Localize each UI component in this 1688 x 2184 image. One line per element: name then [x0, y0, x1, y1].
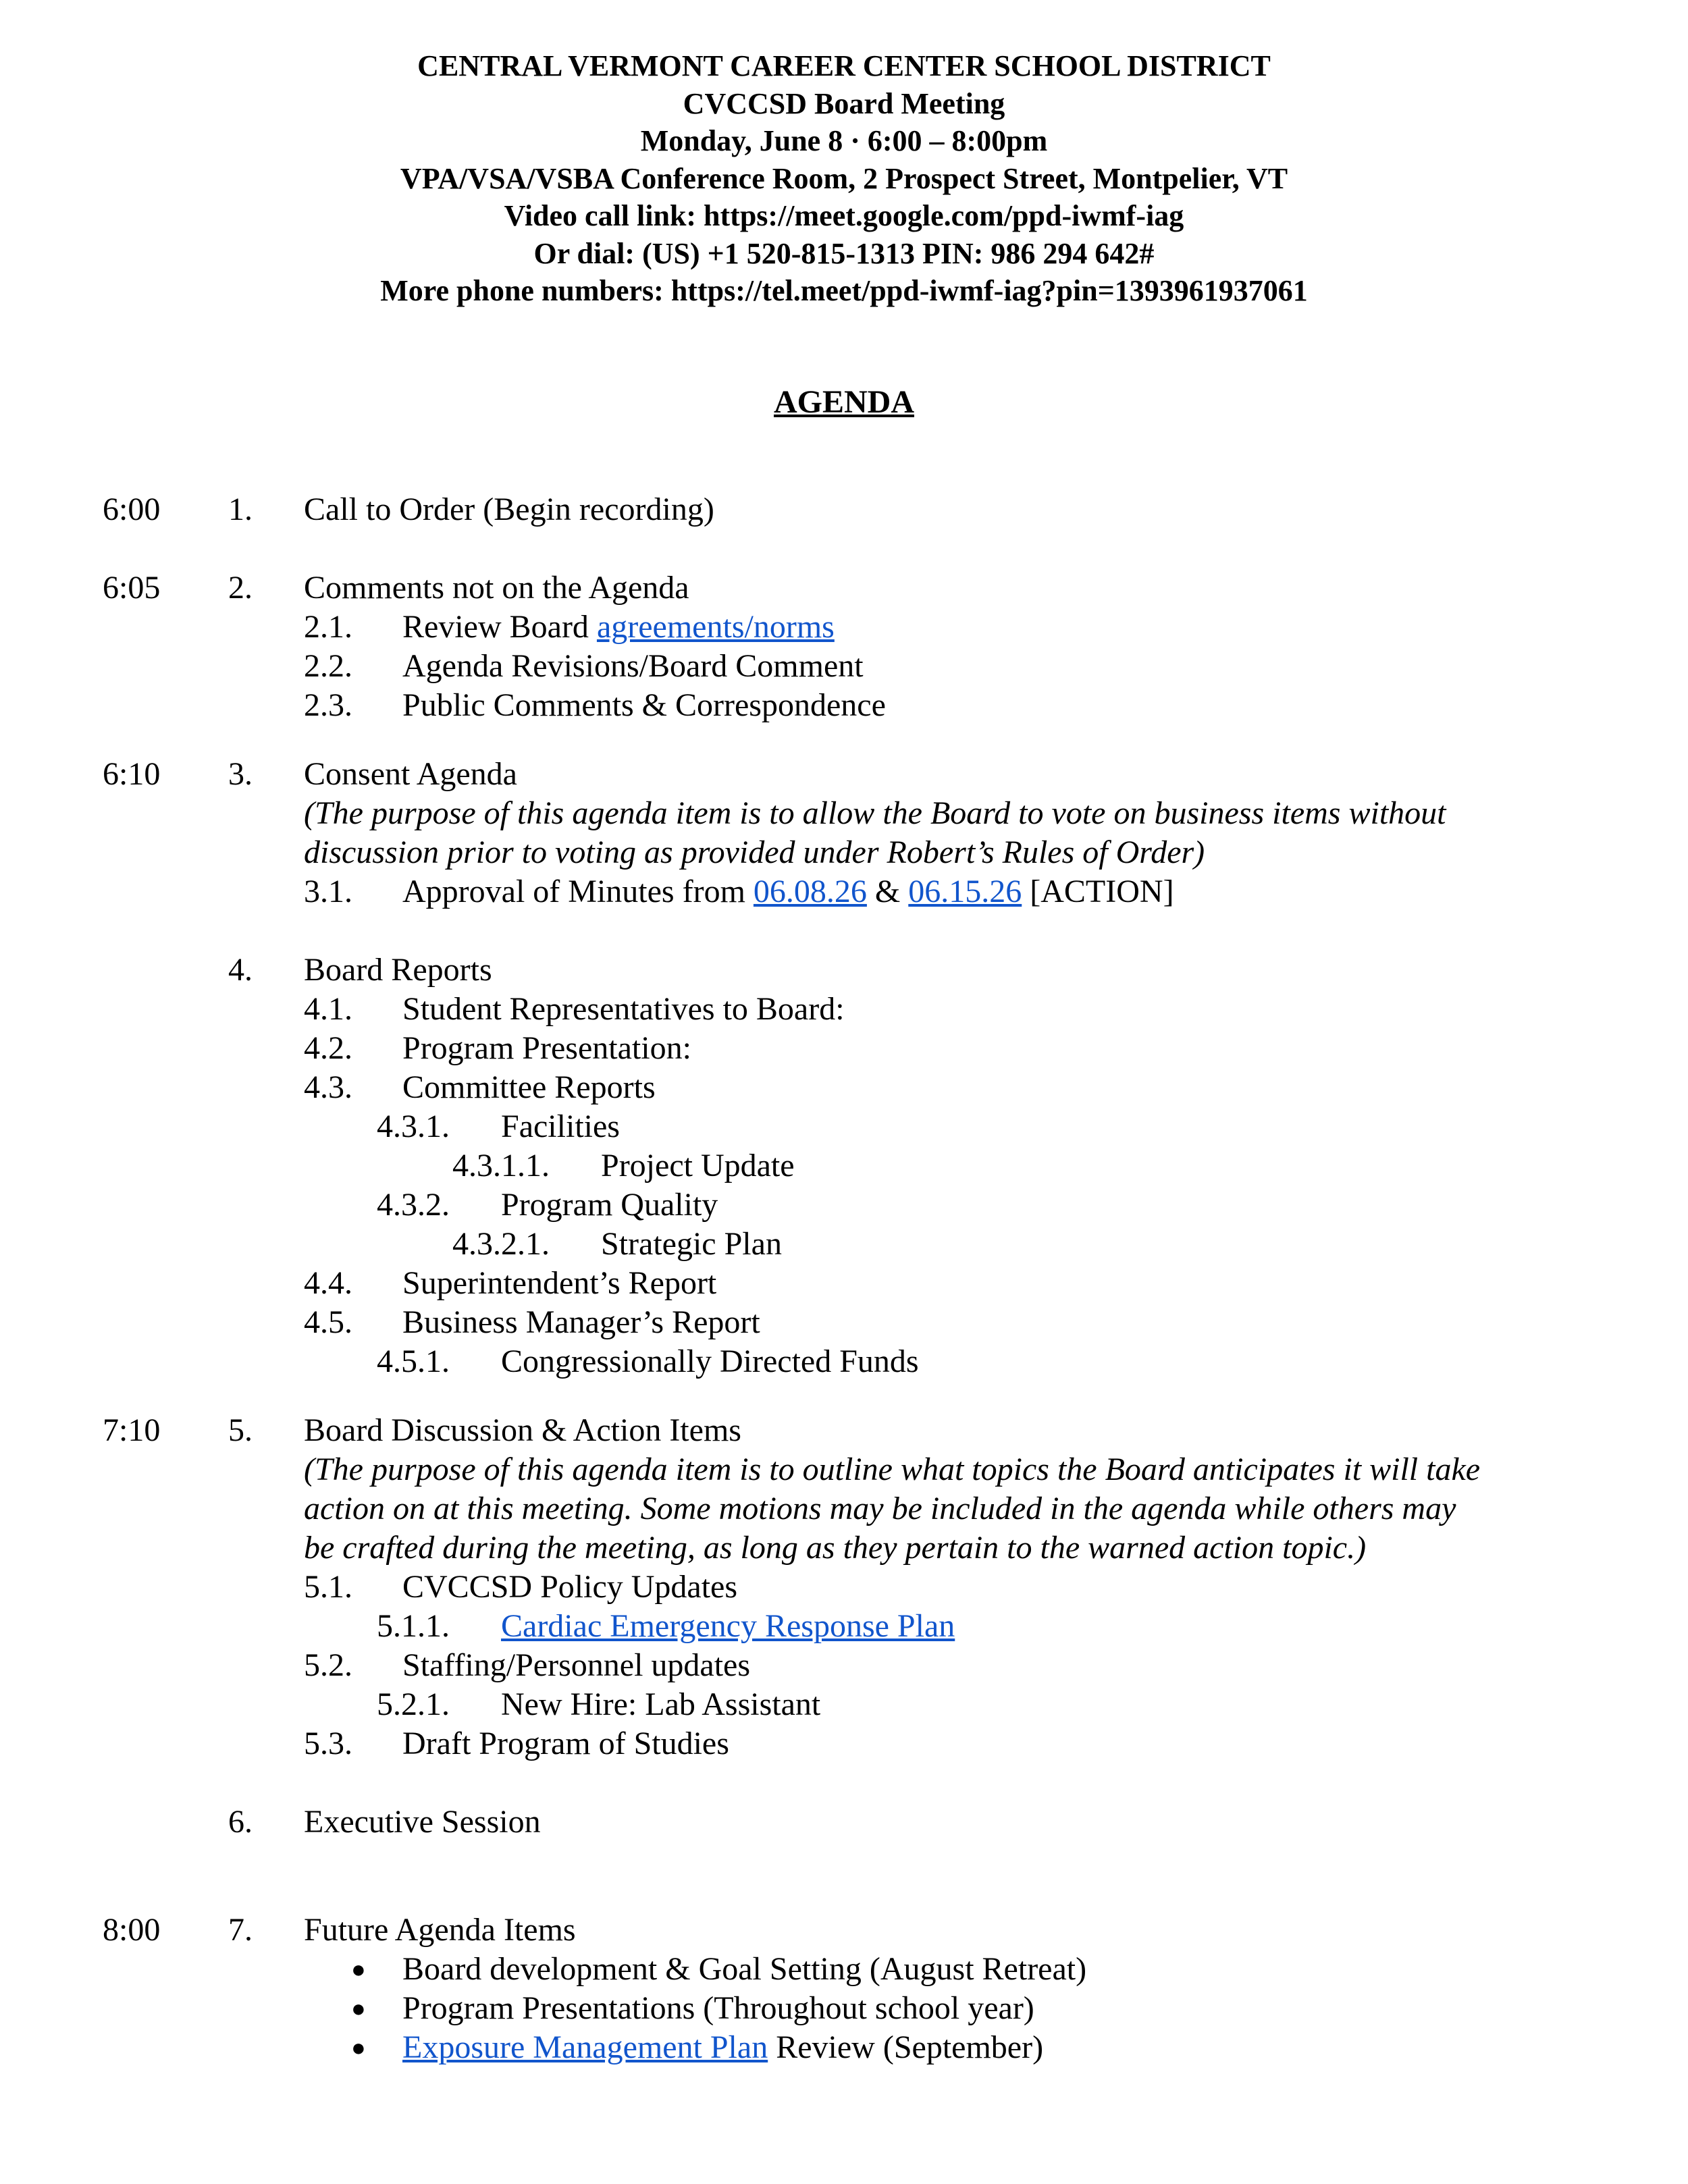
item-number: 1.: [228, 491, 253, 527]
item-text: Call to Order (Begin recording): [304, 491, 714, 527]
subitem-number: 3.1.: [304, 874, 352, 909]
item-text: Comments not on the Agenda: [304, 570, 689, 606]
district-name: CENTRAL VERMONT CAREER CENTER SCHOOL DISTRICT: [417, 49, 1271, 82]
subitem-number: 4.3.1.1.: [452, 1148, 550, 1183]
subitem-number: 4.3.1.: [377, 1109, 450, 1144]
subitem-text: Program Presentation:: [402, 1030, 691, 1066]
subitem-number: 4.3.: [304, 1069, 352, 1105]
subitem-text: Approval of Minutes from 06.08.26 & 06.15.26 [ACTION]: [402, 874, 1174, 909]
subitem-number: 5.2.1.: [377, 1686, 450, 1722]
more-phone-numbers: More phone numbers: https://tel.meet/ppd-iwmf-iag?pin=1393961937061: [380, 274, 1308, 307]
bullet-icon: ●: [351, 1995, 366, 2022]
meeting-datetime: Monday, June 8 · 6:00 – 8:00pm: [640, 124, 1048, 157]
subitem-text: Project Update: [601, 1148, 795, 1183]
subitem-text: Public Comments & Correspondence: [402, 687, 886, 723]
subitem-number: 5.1.1.: [377, 1608, 450, 1644]
bullet-text: Exposure Management Plan Review (September): [402, 2029, 1044, 2065]
subitem-number: 4.5.: [304, 1304, 352, 1340]
item-note: (The purpose of this agenda item is to outline what topics the Board anticipates it will take: [304, 1451, 1481, 1487]
subitem-number: 4.1.: [304, 991, 352, 1027]
item-number: 7.: [228, 1912, 253, 1948]
exposure-management-plan-link[interactable]: Exposure Management Plan: [402, 2029, 768, 2065]
item-number: 4.: [228, 952, 253, 988]
item-time: 8:00: [103, 1912, 161, 1948]
item-note: be crafted during the meeting, as long as they pertain to the warned action topic.): [304, 1530, 1367, 1566]
bullet-icon: ●: [351, 1956, 366, 1983]
subitem-text: Staffing/Personnel updates: [402, 1647, 751, 1683]
subitem-text: Program Quality: [501, 1187, 718, 1223]
item-number: 6.: [228, 1804, 253, 1840]
item-text: Executive Session: [304, 1804, 541, 1840]
subitem-number: 5.2.: [304, 1647, 352, 1683]
item-note: (The purpose of this agenda item is to allow the Board to vote on business items without: [304, 795, 1446, 831]
bullet-text: Program Presentations (Throughout school year): [402, 1990, 1034, 2026]
subitem-number: 4.2.: [304, 1030, 352, 1066]
subitem-number: 5.1.: [304, 1569, 352, 1605]
item-time: 6:05: [103, 570, 161, 606]
item-text: Board Discussion & Action Items: [304, 1412, 741, 1448]
subitem-number: 2.1.: [304, 609, 352, 645]
item-text: Consent Agenda: [304, 756, 517, 792]
video-call-link: Video call link: https://meet.google.com/ppd-iwmf-iag: [504, 199, 1184, 232]
item-time: 6:10: [103, 756, 161, 792]
subitem-number: 2.3.: [304, 687, 352, 723]
subitem-number: 4.5.1.: [377, 1343, 450, 1379]
subitem-text: Business Manager’s Report: [402, 1304, 760, 1340]
subitem-number: 4.3.2.1.: [452, 1226, 550, 1262]
minutes-06-15-link[interactable]: 06.15.26: [908, 874, 1022, 909]
item-note: discussion prior to voting as provided under Robert’s Rules of Order): [304, 834, 1205, 870]
subitem-text: Congressionally Directed Funds: [501, 1343, 919, 1379]
subitem-number: 5.3.: [304, 1726, 352, 1761]
subitem-text: New Hire: Lab Assistant: [501, 1686, 821, 1722]
agreements-norms-link[interactable]: agreements/norms: [596, 609, 835, 645]
bullet-text: Board development & Goal Setting (August Retreat): [402, 1951, 1087, 1987]
meeting-header: [0, 47, 1688, 310]
subitem-text: Draft Program of Studies: [402, 1726, 729, 1761]
item-time: 6:00: [103, 491, 161, 527]
item-text: Future Agenda Items: [304, 1912, 576, 1948]
subitem-number: 2.2.: [304, 648, 352, 684]
subitem-text: Facilities: [501, 1109, 620, 1144]
subitem-text: Superintendent’s Report: [402, 1265, 717, 1301]
cardiac-emergency-plan-link[interactable]: Cardiac Emergency Response Plan: [501, 1608, 955, 1644]
dial-in-info: Or dial: (US) +1 520-815-1313 PIN: 986 294 642#: [533, 236, 1155, 270]
meeting-location: VPA/VSA/VSBA Conference Room, 2 Prospect Street, Montpelier, VT: [400, 161, 1288, 195]
item-number: 3.: [228, 756, 253, 792]
item-number: 2.: [228, 570, 253, 606]
agenda-title: AGENDA: [773, 384, 914, 420]
bullet-icon: ●: [351, 2034, 366, 2061]
subitem-text: Strategic Plan: [601, 1226, 782, 1262]
subitem-text: CVCCSD Policy Updates: [402, 1569, 738, 1605]
subitem-text: Agenda Revisions/Board Comment: [402, 648, 864, 684]
subitem-text: Student Representatives to Board:: [402, 991, 845, 1027]
subitem-text: Committee Reports: [402, 1069, 656, 1105]
item-text: Board Reports: [304, 952, 492, 988]
item-note: action on at this meeting. Some motions may be included in the agenda while others may: [304, 1491, 1456, 1526]
subitem-number: 4.3.2.: [377, 1187, 450, 1223]
meeting-name: CVCCSD Board Meeting: [683, 86, 1005, 120]
item-number: 5.: [228, 1412, 253, 1448]
item-time: 7:10: [103, 1412, 161, 1448]
subitem-text: Review Board agreements/norms: [402, 609, 835, 645]
minutes-06-08-link[interactable]: 06.08.26: [753, 874, 867, 909]
subitem-number: 4.4.: [304, 1265, 352, 1301]
